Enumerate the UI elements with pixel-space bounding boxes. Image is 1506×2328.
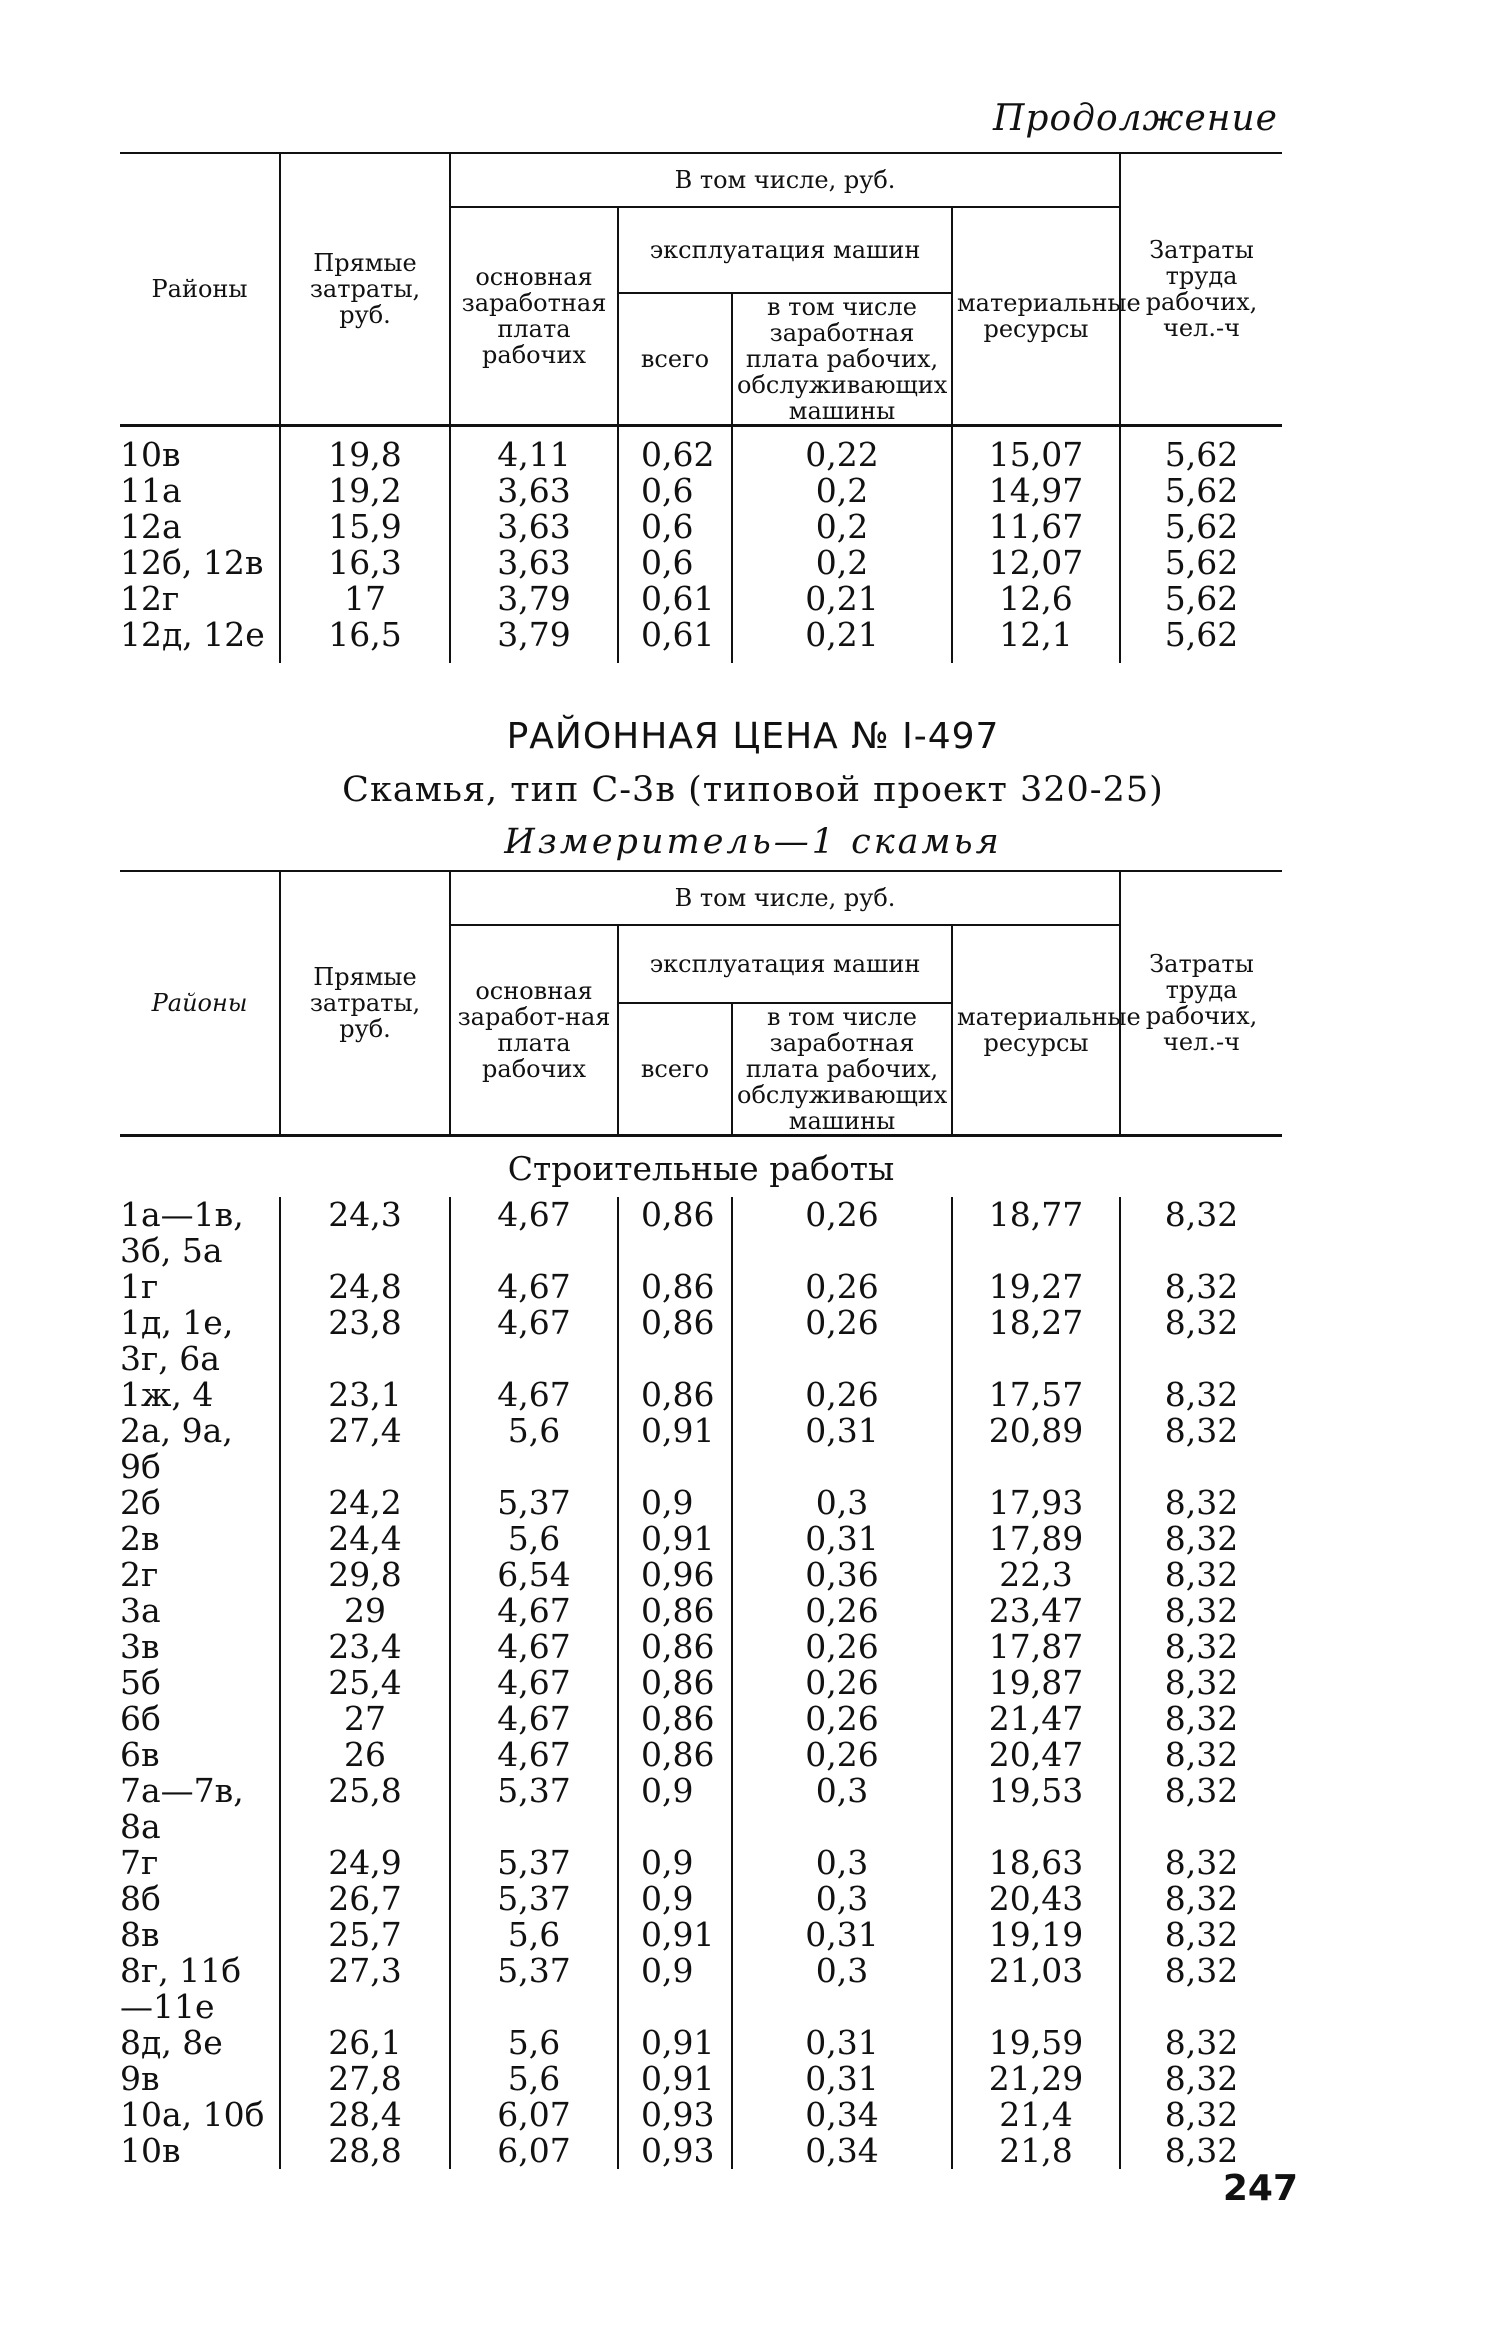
table-row: 3в 23,4 4,67 0,86 0,26 17,87 8,32: [120, 1627, 1239, 1666]
table-row: 5б 25,4 4,67 0,86 0,26 19,87 8,32: [120, 1663, 1239, 1702]
table-row: 12д, 12е 16,5 3,79 0,61 0,21 12,1 5,62: [120, 615, 1239, 654]
col-basic-wage: основная заработ-ная плата рабочих: [450, 925, 618, 1136]
table-row: 2а, 9а, 9б 27,4 5,6 0,91 0,31 20,89 8,32: [120, 1411, 1239, 1486]
item-type-title: Скамья, тип С-3в (типовой проект 320-25): [342, 770, 1164, 810]
col-direct-costs: Прямые затраты, руб.: [280, 153, 450, 426]
col-total: всего: [618, 293, 732, 426]
col-basic-wage: основная заработная плата рабочих: [450, 207, 618, 426]
table-header: [120, 153, 1282, 426]
table-row: 8б 26,7 5,37 0,9 0,3 20,43 8,32: [120, 1879, 1239, 1918]
col-total: всего: [618, 1003, 732, 1136]
price-table-continued: [120, 152, 1282, 663]
continuation-label: Продолжение: [993, 98, 1278, 139]
table-row: 10а, 10б 28,4 6,07 0,93 0,34 21,4 8,32: [120, 2095, 1239, 2134]
col-labor-costs: Затраты труда рабочих, чел.-ч: [1120, 871, 1282, 1136]
table-row: 1г 24,8 4,67 0,86 0,26 19,27 8,32: [120, 1267, 1239, 1306]
table-row: 7г 24,9 5,37 0,9 0,3 18,63 8,32: [120, 1843, 1239, 1882]
table-row: 12а 15,9 3,63 0,6 0,2 11,67 5,62: [120, 507, 1239, 546]
table-row: 8в 25,7 5,6 0,91 0,31 19,19 8,32: [120, 1915, 1239, 1954]
table-row: 10в 19,8 4,11 0,62 0,22 15,07 5,62: [120, 435, 1239, 474]
table-row: 2в 24,4 5,6 0,91 0,31 17,89 8,32: [120, 1519, 1239, 1558]
rayon-price-title: РАЙОННАЯ ЦЕНА № I-497: [506, 716, 1000, 757]
page-number: 247: [1222, 2168, 1298, 2209]
col-machine-wage: в том числе заработная плата рабочих, обслуживающих машины: [732, 293, 952, 426]
table-row: 6б 27 4,67 0,86 0,26 21,47 8,32: [120, 1699, 1239, 1738]
table-row: 2б 24,2 5,37 0,9 0,3 17,93 8,32: [120, 1483, 1239, 1522]
price-table-i497: [120, 870, 1282, 2169]
col-including: В том числе, руб.: [450, 871, 1120, 925]
table-row: 3а 29 4,67 0,86 0,26 23,47 8,32: [120, 1591, 1239, 1630]
col-labor-costs: Затраты труда рабочих, чел.-ч: [1120, 153, 1282, 426]
table-row: 6в 26 4,67 0,86 0,26 20,47 8,32: [120, 1735, 1239, 1774]
section-subcaption: Строительные работы: [507, 1149, 895, 1188]
col-district: Районы: [120, 153, 280, 426]
col-district: Районы: [120, 871, 280, 1136]
table-header: [120, 871, 1282, 1136]
col-including: В том числе, руб.: [450, 153, 1120, 207]
table-row: 1а—1в, 3б, 5а 24,3 4,67 0,86 0,26 18,77 8,32: [120, 1195, 1239, 1270]
table-row: 2г 29,8 6,54 0,96 0,36 22,3 8,32: [120, 1555, 1239, 1594]
table-row: 10в 28,8 6,07 0,93 0,34 21,8 8,32: [120, 2131, 1239, 2170]
col-material-resources: материальные ресурсы: [957, 1003, 1141, 1057]
col-machine-wage: в том числе заработная плата рабочих, обслуживающих машины: [732, 1003, 952, 1136]
table-row: 8д, 8е 26,1 5,6 0,91 0,31 19,59 8,32: [120, 2023, 1239, 2062]
col-machine-operation: эксплуатация машин: [618, 207, 952, 293]
table-row: 1ж, 4 23,1 4,67 0,86 0,26 17,57 8,32: [120, 1375, 1239, 1414]
col-material-resources: материальные ресурсы: [957, 289, 1141, 343]
table-row: 1д, 1е, 3г, 6а 23,8 4,67 0,86 0,26 18,27 8,32: [120, 1303, 1239, 1378]
table-row: 12г 17 3,79 0,61 0,21 12,6 5,62: [120, 579, 1239, 618]
table-row: 12б, 12в 16,3 3,63 0,6 0,2 12,07 5,62: [120, 543, 1239, 582]
table-body: [120, 1197, 1282, 2169]
table-row: 9в 27,8 5,6 0,91 0,31 21,29 8,32: [120, 2059, 1239, 2098]
table-row: 7а—7в, 8а 25,8 5,37 0,9 0,3 19,53 8,32: [120, 1771, 1239, 1846]
measurer-title: Измеритель—1 скамья: [504, 822, 1002, 862]
table-row: 8г, 11б—11е 27,3 5,37 0,9 0,3 21,03 8,32: [120, 1951, 1239, 2026]
table-row: 11а 19,2 3,63 0,6 0,2 14,97 5,62: [120, 471, 1239, 510]
col-direct-costs: Прямые затраты, руб.: [280, 871, 450, 1136]
col-machine-operation: эксплуатация машин: [618, 925, 952, 1003]
